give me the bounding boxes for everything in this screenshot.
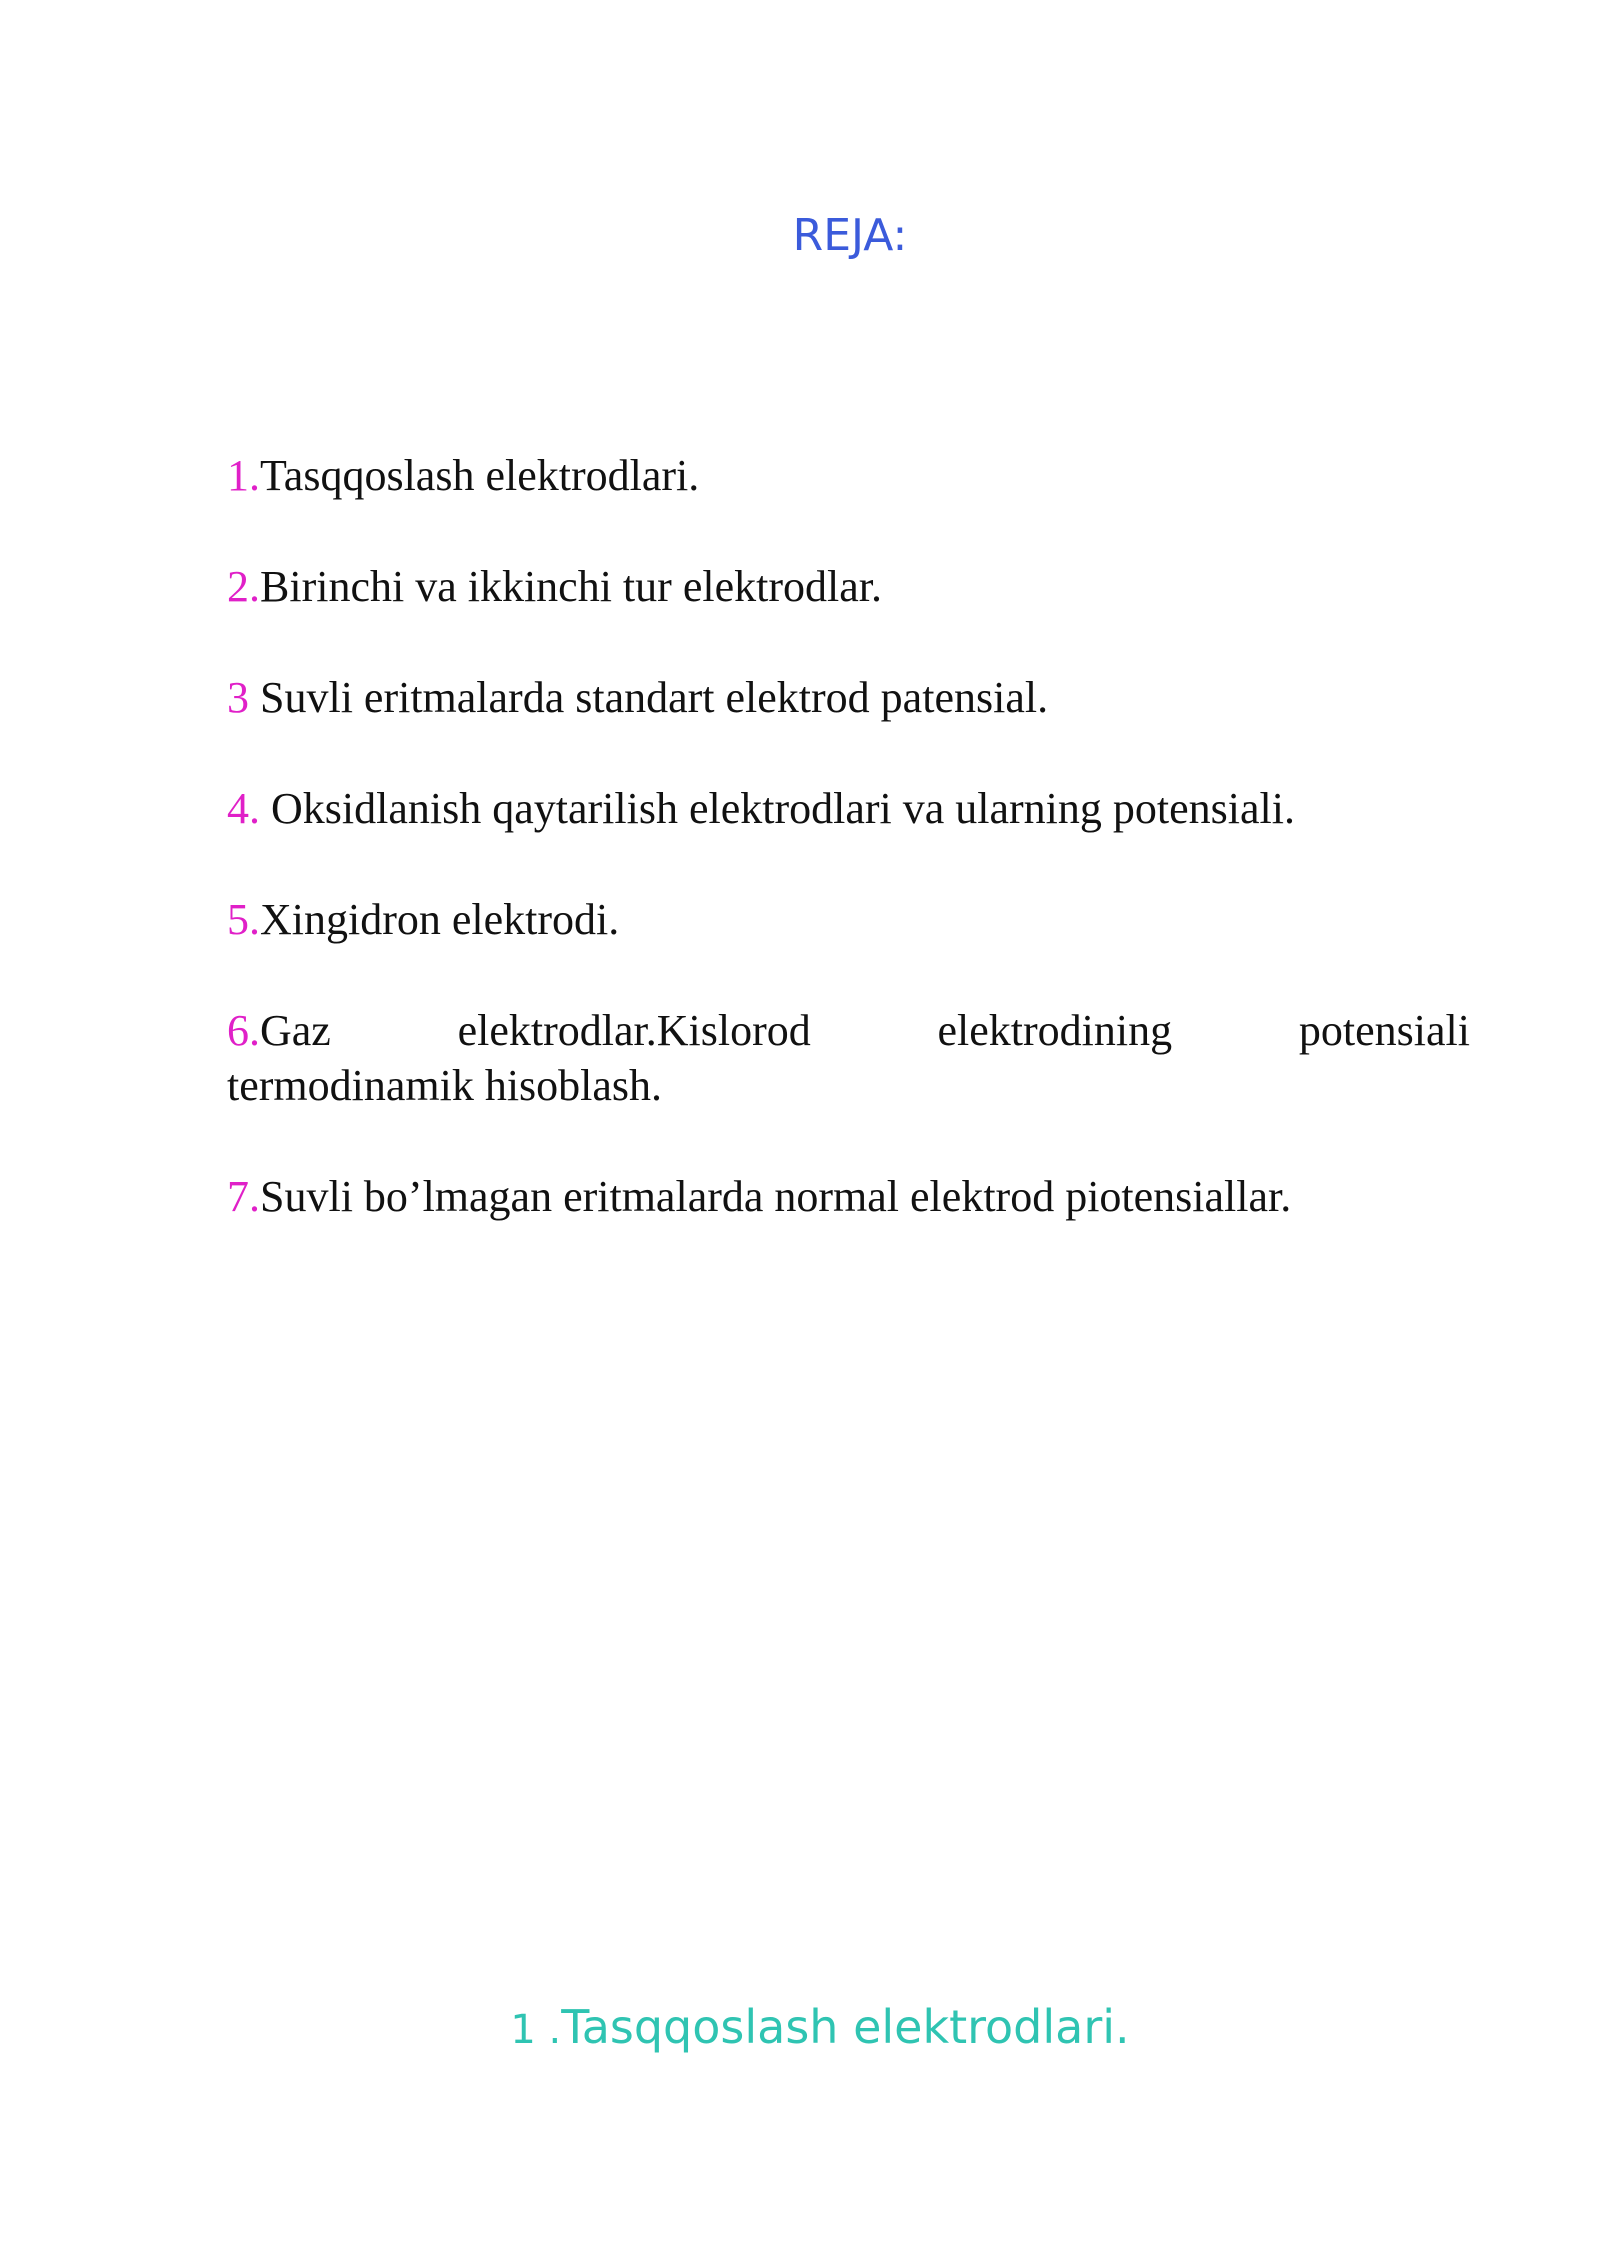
plan-item-text: Suvli bo’lmagan eritmalarda normal elektrod piotensiallar. xyxy=(260,1172,1292,1221)
plan-item-text: Tasqqoslash elektrodlari. xyxy=(260,451,700,500)
plan-item-word: elektrodlar.Kislorod xyxy=(457,1006,811,1055)
plan-item-text: Xingidron elektrodi. xyxy=(260,895,620,944)
plan-item-3 xyxy=(227,670,1470,725)
page-title: REJA: xyxy=(792,210,908,261)
plan-item-number: 4. xyxy=(227,784,260,833)
plan-item-word-group xyxy=(227,1003,331,1058)
plan-item-word: elektrodining xyxy=(937,1006,1173,1055)
section-heading xyxy=(0,2000,1600,2054)
plan-item-number: 3 xyxy=(227,673,249,722)
plan-item-4 xyxy=(227,781,1470,836)
plan-item-number: 2. xyxy=(227,562,260,611)
plan-item-text: Oksidlanish qaytarilish elektrodlari va ularning potensiali. xyxy=(260,784,1295,833)
plan-item-text: Suvli eritmalarda standart elektrod patensial. xyxy=(249,673,1049,722)
plan-item-number: 6. xyxy=(227,1006,260,1055)
plan-item-number: 1. xyxy=(227,451,260,500)
plan-item-1 xyxy=(227,448,1470,503)
plan-list xyxy=(227,448,1470,1280)
plan-item-7 xyxy=(227,1169,1470,1224)
plan-item-2 xyxy=(227,559,1470,614)
plan-item-5 xyxy=(227,892,1470,947)
plan-item-word: Gaz xyxy=(260,1006,331,1055)
section-heading-number: 1 . xyxy=(510,2007,562,2053)
plan-item-line-2: termodinamik hisoblash. xyxy=(227,1061,663,1110)
plan-item-number: 5. xyxy=(227,895,260,944)
plan-item-word: potensiali xyxy=(1298,1006,1470,1055)
plan-item-6 xyxy=(227,1003,1470,1113)
section-heading-text: Tasqqoslash elektrodlari. xyxy=(561,2000,1130,2054)
plan-item-number: 7. xyxy=(227,1172,260,1221)
plan-item-text: Birinchi va ikkinchi tur elektrodlar. xyxy=(260,562,882,611)
plan-item-line-1 xyxy=(227,1003,1470,1058)
